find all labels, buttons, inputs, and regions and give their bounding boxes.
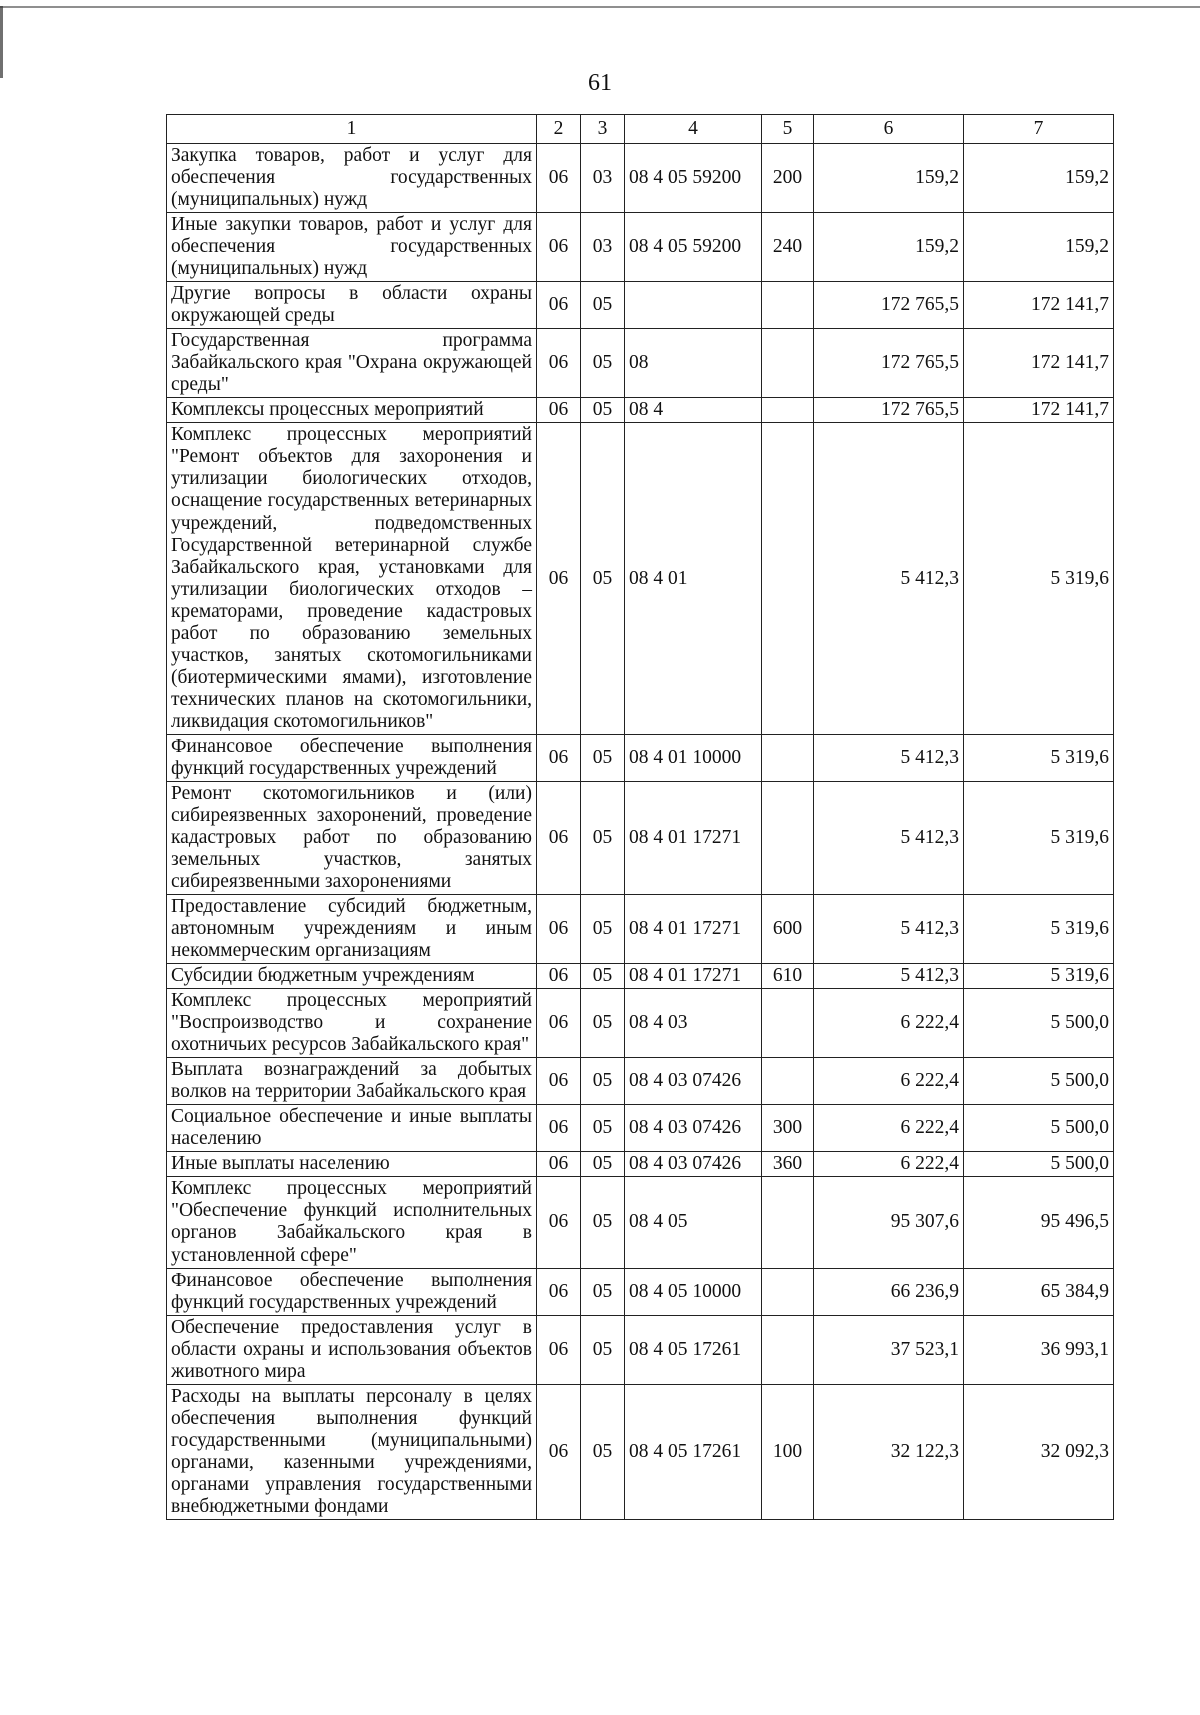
row-cell-c4: 08 4 05 17261 — [625, 1315, 762, 1384]
table-row — [167, 734, 1114, 781]
row-cell-c6: 95 307,6 — [814, 1177, 964, 1268]
row-cell-c5: 100 — [762, 1384, 814, 1519]
row-cell-c3: 05 — [581, 282, 625, 329]
row-name-cell: Субсидии бюджетным учреждениям — [167, 964, 537, 989]
row-name-cell: Комплексы процессных мероприятий — [167, 398, 537, 423]
table-row — [167, 989, 1114, 1058]
row-cell-c6: 5 412,3 — [814, 734, 964, 781]
row-cell-c5: 200 — [762, 144, 814, 213]
row-cell-c4: 08 4 01 17271 — [625, 964, 762, 989]
row-cell-c3: 05 — [581, 1384, 625, 1519]
table-row — [167, 1177, 1114, 1268]
row-name-cell: Комплекс процессных мероприятий "Ремонт объектов для захоронения и утилизации биологических отходов, оснащение государственных ветеринарных учреждений, подведомственных Государственной ветеринарной службе Забайкальского края, установками для утилизации биологических отходов – крематорами, проведение кадастровых работ по образованию земельных участков, занятых скотомогильниками (биотермическими ямами), изготовление технических планов на скотомогильники, ликвидация скотомогильников" — [167, 423, 537, 734]
row-cell-c4: 08 4 05 — [625, 1177, 762, 1268]
row-cell-c4: 08 4 03 07426 — [625, 1152, 762, 1177]
table-row — [167, 1058, 1114, 1105]
row-cell-c4: 08 4 05 59200 — [625, 144, 762, 213]
row-name-cell: Другие вопросы в области охраны окружающей среды — [167, 282, 537, 329]
row-name-cell: Закупка товаров, работ и услуг для обеспечения государственных (муниципальных) нужд — [167, 144, 537, 213]
row-cell-c3: 05 — [581, 1058, 625, 1105]
row-cell-c2: 06 — [537, 1058, 581, 1105]
row-cell-c2: 06 — [537, 781, 581, 894]
row-cell-c7: 5 319,6 — [964, 895, 1114, 964]
row-cell-c2: 06 — [537, 213, 581, 282]
row-cell-c2: 06 — [537, 734, 581, 781]
row-name-cell: Иные выплаты населению — [167, 1152, 537, 1177]
row-name-cell: Предоставление субсидий бюджетным, автономным учреждениям и иным некоммерческим организациям — [167, 895, 537, 964]
row-name-cell: Финансовое обеспечение выполнения функций государственных учреждений — [167, 1268, 537, 1315]
header-col-1: 1 — [167, 115, 537, 144]
row-cell-c6: 5 412,3 — [814, 964, 964, 989]
row-cell-c7: 5 319,6 — [964, 734, 1114, 781]
table-row — [167, 1384, 1114, 1519]
row-cell-c3: 03 — [581, 144, 625, 213]
row-cell-c7: 5 319,6 — [964, 964, 1114, 989]
row-cell-c5 — [762, 329, 814, 398]
row-name-cell: Комплекс процессных мероприятий "Обеспечение функций исполнительных органов Забайкальского края в установленной сфере" — [167, 1177, 537, 1268]
row-cell-c3: 03 — [581, 213, 625, 282]
table-row — [167, 423, 1114, 734]
row-name-cell: Обеспечение предоставления услуг в области охраны и использования объектов животного мира — [167, 1315, 537, 1384]
row-name-cell: Выплата вознаграждений за добытых волков на территории Забайкальского края — [167, 1058, 537, 1105]
row-cell-c7: 5 500,0 — [964, 1058, 1114, 1105]
row-cell-c7: 65 384,9 — [964, 1268, 1114, 1315]
row-cell-c4: 08 4 03 07426 — [625, 1058, 762, 1105]
table-row — [167, 1268, 1114, 1315]
row-cell-c7: 172 141,7 — [964, 398, 1114, 423]
row-cell-c2: 06 — [537, 144, 581, 213]
row-cell-c6: 6 222,4 — [814, 1152, 964, 1177]
row-cell-c2: 06 — [537, 1384, 581, 1519]
header-col-6: 6 — [814, 115, 964, 144]
row-cell-c2: 06 — [537, 964, 581, 989]
row-cell-c6: 5 412,3 — [814, 781, 964, 894]
row-cell-c6: 6 222,4 — [814, 1105, 964, 1152]
table-row — [167, 1105, 1114, 1152]
table-row — [167, 144, 1114, 213]
page-number: 61 — [588, 70, 612, 96]
row-cell-c6: 66 236,9 — [814, 1268, 964, 1315]
row-cell-c3: 05 — [581, 1177, 625, 1268]
row-cell-c5 — [762, 781, 814, 894]
row-cell-c2: 06 — [537, 398, 581, 423]
row-cell-c2: 06 — [537, 989, 581, 1058]
row-cell-c4: 08 4 01 — [625, 423, 762, 734]
row-cell-c3: 05 — [581, 734, 625, 781]
row-cell-c6: 172 765,5 — [814, 398, 964, 423]
row-cell-c2: 06 — [537, 895, 581, 964]
row-name-cell: Комплекс процессных мероприятий "Воспроизводство и сохранение охотничьих ресурсов Забайкальского края" — [167, 989, 537, 1058]
table-row — [167, 213, 1114, 282]
row-cell-c4: 08 4 03 — [625, 989, 762, 1058]
scan-edge-top — [0, 6, 1200, 8]
row-cell-c3: 05 — [581, 329, 625, 398]
row-cell-c2: 06 — [537, 282, 581, 329]
row-cell-c3: 05 — [581, 895, 625, 964]
row-cell-c4: 08 4 01 17271 — [625, 781, 762, 894]
table-row — [167, 329, 1114, 398]
row-cell-c5 — [762, 989, 814, 1058]
row-cell-c6: 172 765,5 — [814, 282, 964, 329]
row-cell-c3: 05 — [581, 398, 625, 423]
row-cell-c2: 06 — [537, 1315, 581, 1384]
row-name-cell: Расходы на выплаты персоналу в целях обеспечения выполнения функций государственными (муниципальными) органами, казенными учреждениями, органами управления государственными внебюджетными фондами — [167, 1384, 537, 1519]
row-cell-c7: 95 496,5 — [964, 1177, 1114, 1268]
row-cell-c6: 5 412,3 — [814, 895, 964, 964]
row-cell-c5 — [762, 282, 814, 329]
row-cell-c4: 08 — [625, 329, 762, 398]
row-cell-c5: 600 — [762, 895, 814, 964]
table-row — [167, 398, 1114, 423]
row-cell-c3: 05 — [581, 781, 625, 894]
row-cell-c4: 08 4 03 07426 — [625, 1105, 762, 1152]
row-cell-c5 — [762, 423, 814, 734]
table-row — [167, 1315, 1114, 1384]
header-col-4: 4 — [625, 115, 762, 144]
row-cell-c5 — [762, 1177, 814, 1268]
row-name-cell: Ремонт скотомогильников и (или) сибиреязвенных захоронений, проведение кадастровых работ по образованию земельных участков, занятых сибиреязвенными захоронениями — [167, 781, 537, 894]
row-cell-c4: 08 4 05 59200 — [625, 213, 762, 282]
row-cell-c3: 05 — [581, 989, 625, 1058]
row-cell-c6: 5 412,3 — [814, 423, 964, 734]
row-cell-c5: 610 — [762, 964, 814, 989]
table-row — [167, 781, 1114, 894]
row-cell-c5: 240 — [762, 213, 814, 282]
row-cell-c2: 06 — [537, 1152, 581, 1177]
table-row — [167, 1152, 1114, 1177]
row-name-cell: Социальное обеспечение и иные выплаты населению — [167, 1105, 537, 1152]
row-cell-c5 — [762, 1268, 814, 1315]
row-cell-c7: 5 319,6 — [964, 781, 1114, 894]
row-cell-c4: 08 4 01 17271 — [625, 895, 762, 964]
row-cell-c4: 08 4 — [625, 398, 762, 423]
budget-table — [166, 114, 1114, 1520]
row-cell-c6: 159,2 — [814, 144, 964, 213]
row-cell-c5: 360 — [762, 1152, 814, 1177]
row-cell-c2: 06 — [537, 1177, 581, 1268]
row-cell-c7: 159,2 — [964, 144, 1114, 213]
header-col-5: 5 — [762, 115, 814, 144]
row-cell-c2: 06 — [537, 1268, 581, 1315]
row-cell-c5 — [762, 1058, 814, 1105]
header-col-7: 7 — [964, 115, 1114, 144]
row-cell-c5: 300 — [762, 1105, 814, 1152]
row-cell-c7: 172 141,7 — [964, 329, 1114, 398]
table-header-row — [167, 115, 1114, 144]
row-cell-c2: 06 — [537, 423, 581, 734]
row-cell-c6: 32 122,3 — [814, 1384, 964, 1519]
row-cell-c7: 5 500,0 — [964, 1152, 1114, 1177]
table-row — [167, 964, 1114, 989]
table-row — [167, 895, 1114, 964]
header-col-2: 2 — [537, 115, 581, 144]
scan-edge-left — [0, 6, 3, 78]
row-cell-c3: 05 — [581, 1152, 625, 1177]
row-cell-c4: 08 4 05 17261 — [625, 1384, 762, 1519]
row-cell-c7: 5 319,6 — [964, 423, 1114, 734]
row-cell-c4: 08 4 05 10000 — [625, 1268, 762, 1315]
row-cell-c3: 05 — [581, 1268, 625, 1315]
row-cell-c5 — [762, 398, 814, 423]
row-cell-c3: 05 — [581, 423, 625, 734]
row-cell-c7: 5 500,0 — [964, 989, 1114, 1058]
row-cell-c6: 172 765,5 — [814, 329, 964, 398]
row-name-cell: Финансовое обеспечение выполнения функций государственных учреждений — [167, 734, 537, 781]
row-cell-c7: 36 993,1 — [964, 1315, 1114, 1384]
row-cell-c7: 32 092,3 — [964, 1384, 1114, 1519]
row-cell-c2: 06 — [537, 329, 581, 398]
row-name-cell: Иные закупки товаров, работ и услуг для обеспечения государственных (муниципальных) нужд — [167, 213, 537, 282]
row-cell-c3: 05 — [581, 1315, 625, 1384]
row-cell-c3: 05 — [581, 1105, 625, 1152]
row-cell-c4: 08 4 01 10000 — [625, 734, 762, 781]
row-cell-c6: 159,2 — [814, 213, 964, 282]
row-cell-c3: 05 — [581, 964, 625, 989]
row-cell-c5 — [762, 734, 814, 781]
table-row — [167, 282, 1114, 329]
row-cell-c6: 6 222,4 — [814, 1058, 964, 1105]
row-cell-c6: 37 523,1 — [814, 1315, 964, 1384]
row-name-cell: Государственная программа Забайкальского края "Охрана окружающей среды" — [167, 329, 537, 398]
header-col-3: 3 — [581, 115, 625, 144]
row-cell-c7: 159,2 — [964, 213, 1114, 282]
row-cell-c6: 6 222,4 — [814, 989, 964, 1058]
row-cell-c7: 172 141,7 — [964, 282, 1114, 329]
row-cell-c4 — [625, 282, 762, 329]
row-cell-c2: 06 — [537, 1105, 581, 1152]
row-cell-c7: 5 500,0 — [964, 1105, 1114, 1152]
row-cell-c5 — [762, 1315, 814, 1384]
